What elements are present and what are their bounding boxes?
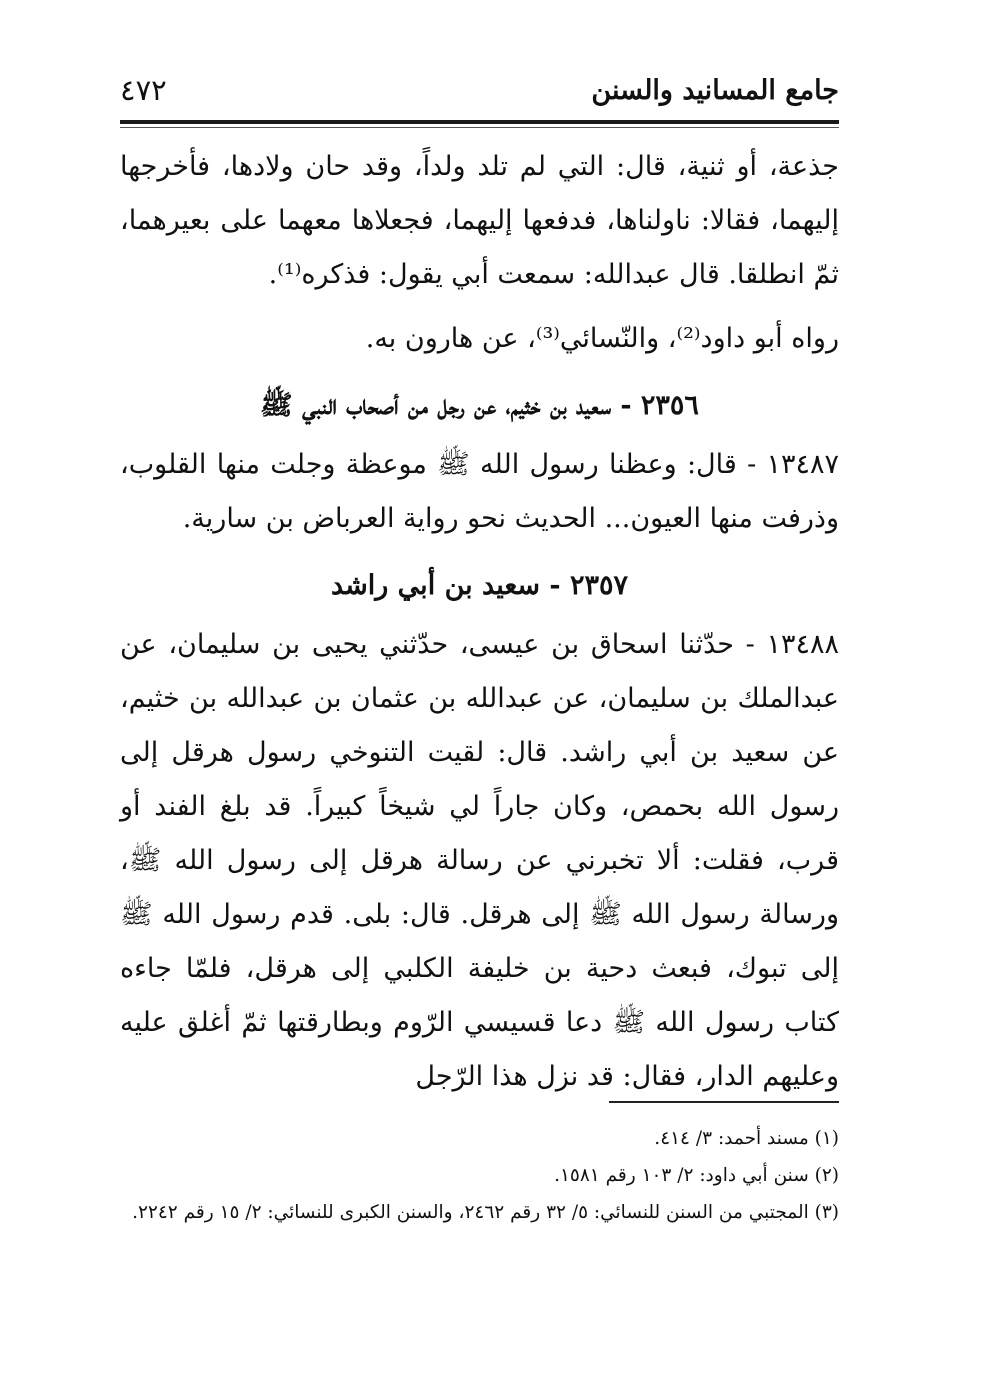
header-rule-thin: [120, 127, 839, 128]
section-heading-2356: ٢٣٥٦ - سعيد بن خثيم، عن رجل من أصحاب النبي ﷺ: [260, 390, 699, 421]
footnote-1: (١) مسند أحمد: ٣/ ٤١٤.: [654, 1128, 839, 1149]
header-rule: [120, 120, 839, 124]
page-header: [120, 62, 839, 118]
page-body: [120, 140, 839, 1104]
footnote-rule: [609, 1101, 839, 1103]
paragraph-continuation: جذعة، أو ثنية، قال: التي لم تلد ولداً، وقد حان ولادها، فأخرجها إليهما، فقالا: ناولناها، فدفعها إليهما، فجعلاها معهما على بعيرهما، ثمّ انطلقا. قال عبدالله: سمعت أبي يقول: فذكره⁽¹⁾.: [120, 151, 839, 290]
paragraph-riwayah: رواه أبو داود⁽²⁾، والنّسائي⁽³⁾، عن هارون به.: [365, 323, 839, 354]
footnotes: [120, 1120, 839, 1231]
hadith-13488: ١٣٤٨٨ - حدّثنا اسحاق بن عيسى، حدّثني يحيى بن سليمان، عن عبدالملك بن سليمان، عن عبدالله بن عثمان بن عبدالله بن خثيم، عن سعيد بن أبي راشد. قال: لقيت التنوخي رسول هرقل إلى رسول الله بحمص، وكان جاراً لي شيخاً كبيراً. قد بلغ الفند أو قرب، فقلت: ألا تخبرني عن رسالة هرقل إلى رسول الله ﷺ، ورسالة رسول الله ﷺ إلى هرقل. قال: بلى. قدم رسول الله ﷺ إلى تبوك، فبعث دحية بن خليفة الكلبي إلى هرقل، فلمّا جاءه كتاب رسول الله ﷺ دعا قسيسي الرّوم وبطارقتها ثمّ أغلق عليه وعليهم الدار، فقال: قد نزل هذا الرّجل: [120, 629, 839, 1092]
page-number: ٤٧٢: [120, 73, 167, 107]
footnote-3: (٣) المجتبي من السنن للنسائي: ٥/ ٣٢ رقم ٢٤٦٢، والسنن الكبرى للنسائي: ٢/ ١٥ رقم ٢٢٤٢.: [132, 1202, 839, 1223]
running-title: جامع المسانيد والسنن: [591, 74, 839, 106]
footnote-2: (٢) سنن أبي داود: ٢/ ١٠٣ رقم ١٥٨١.: [554, 1165, 839, 1186]
section-heading-2357: ٢٣٥٧ - سعيد بن أبي راشد: [330, 570, 629, 601]
hadith-13487: ١٣٤٨٧ - قال: وعظنا رسول الله ﷺ موعظة وجلت منها القلوب، وذرفت منها العيون... الحديث نحو رواية العرباض بن سارية.: [120, 449, 839, 534]
